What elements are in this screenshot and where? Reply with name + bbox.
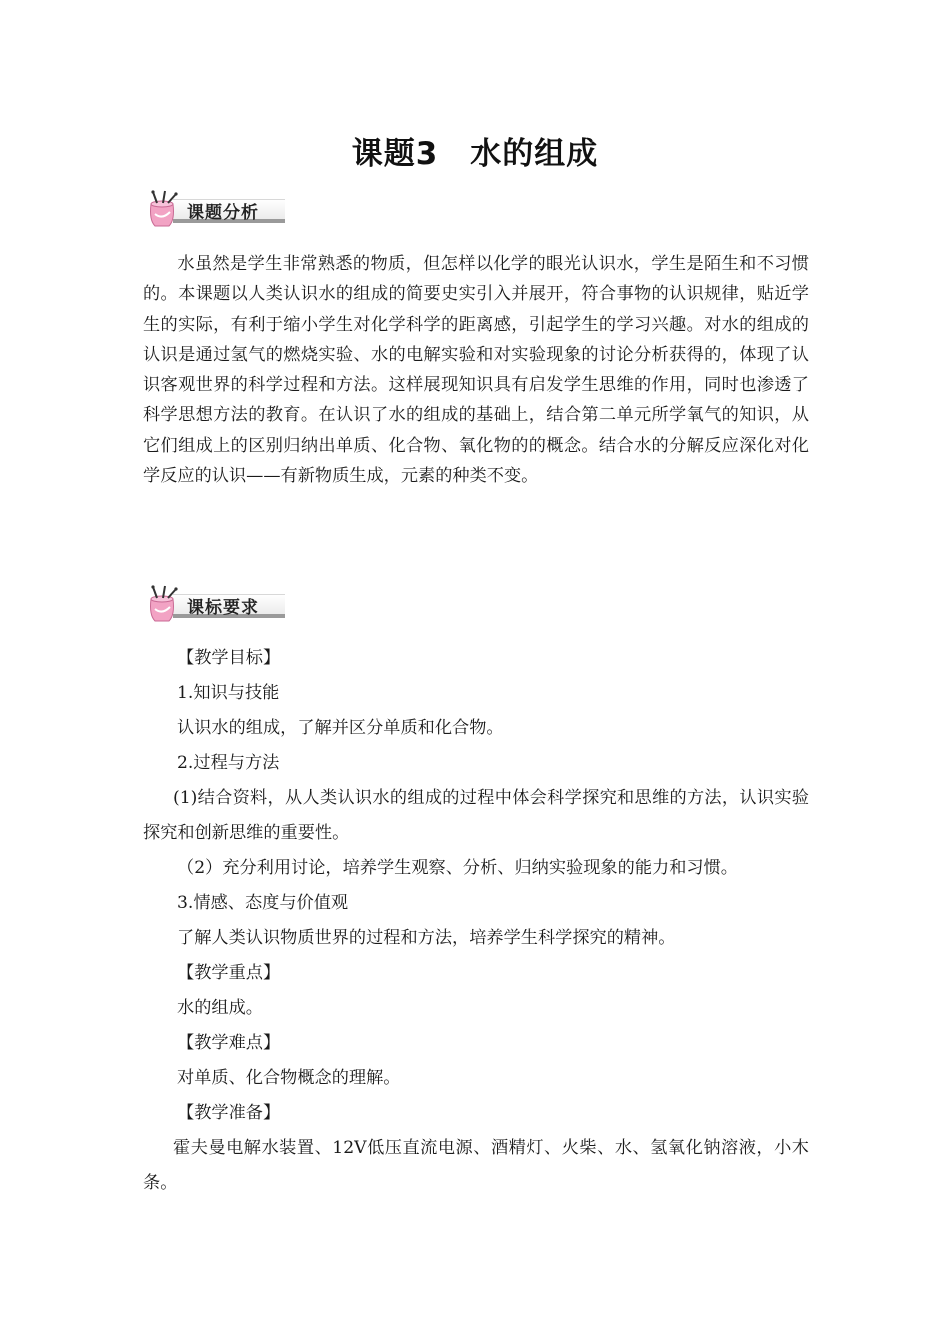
goal1-text: 认识水的组成，了解并区分单质和化合物。 [177,718,504,738]
key-heading: 【教学重点】 [177,963,281,983]
difficulty-heading: 【教学难点】 [177,1033,281,1053]
standards-body [143,641,809,1201]
goal2-title: 2.过程与方法 [177,753,280,773]
goals-heading: 【教学目标】 [177,648,281,668]
prep-heading: 【教学准备】 [177,1103,281,1123]
goal2-item2: （2）充分利用讨论，培养学生观察、分析、归纳实验现象的能力和习惯。 [177,858,738,878]
goal3-title: 3.情感、态度与价值观 [177,893,349,913]
analysis-paragraph: 水虽然是学生非常熟悉的物质，但怎样以化学的眼光认识水，学生是陌生和不习惯的。本课题以人类认识水的组成的简要史实引入并展开，符合事物的认识规律，贴近学生的实际，有利于缩小学生对化学科学的距离感，引起学生的学习兴趣。对水的组成的认识是通过氢气的燃烧实验、水的电解实验和对实验现象的讨论分析获得的，体现了认识客观世界的科学过程和方法。这样展现知识具有启发学生思维的作用，同时也渗透了科学思想方法的教育。在认识了水的组成的基础上，结合第二单元所学氧气的知识，从它们组成上的区别归纳出单质、化合物、氧化物的的概念。结合水的分解反应深化对化学反应的认识——有新物质生成，元素的种类不变。 [143,254,809,487]
goal3-text: 了解人类认识物质世界的过程和方法，培养学生科学探究的精神。 [177,928,676,948]
badge-label: 课标要求 [187,598,259,618]
goal2-item1: (1)结合资料，从人类认识水的组成的过程中体会科学探究和思维的方法，认识实验探究和创新思维的重要性。 [143,788,809,843]
difficulty-text: 对单质、化合物概念的理解。 [177,1068,401,1088]
key-text: 水的组成。 [177,998,263,1018]
section-badge-standards [143,585,288,625]
pen-holder-icon [143,585,185,625]
pen-holder-icon [143,190,185,230]
badge-label: 课题分析 [187,203,259,223]
page-title: 课题3 水的组成 [351,136,599,172]
prep-text: 霍夫曼电解水装置、12V低压直流电源、酒精灯、火柴、水、氢氧化钠溶液，小木条。 [143,1138,809,1193]
section-badge-analysis [143,190,288,230]
goal1-title: 1.知识与技能 [177,683,280,703]
